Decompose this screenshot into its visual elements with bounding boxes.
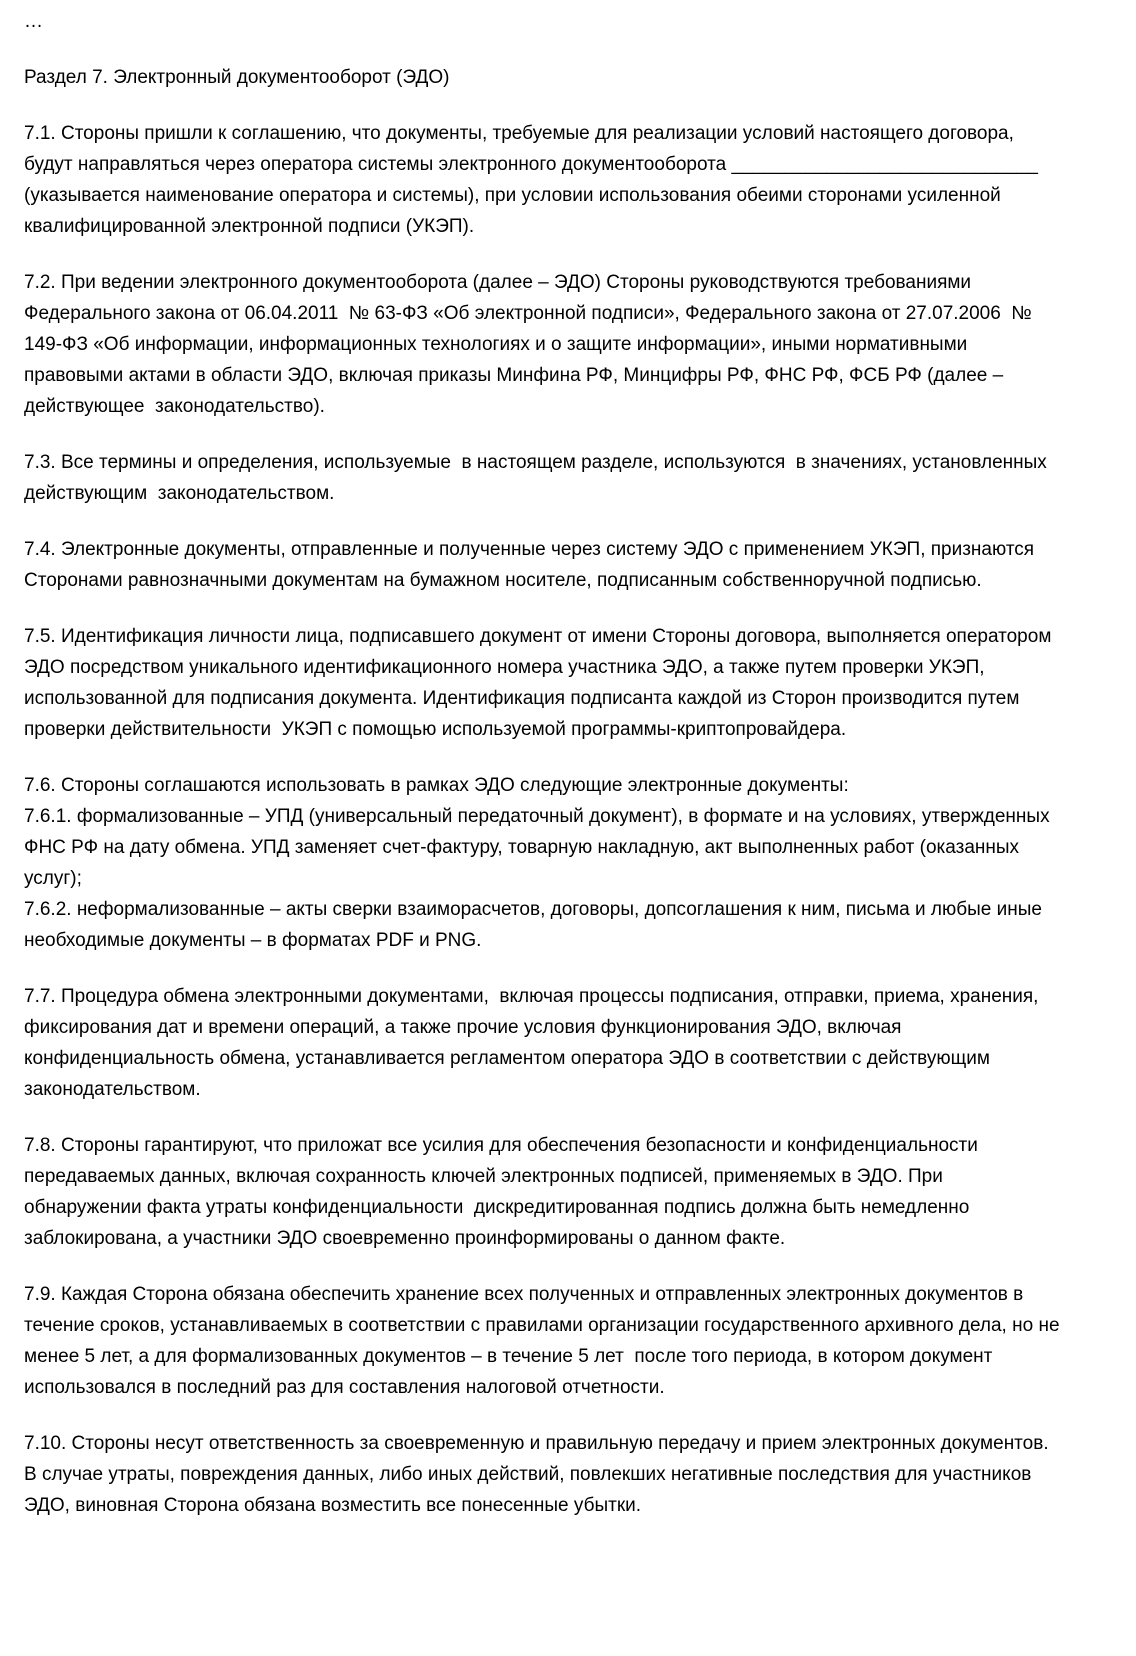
clause-7-10: 7.10. Стороны несут ответственность за своевременную и правильную передачу и прием электронных документов. В случае утраты, повреждения данных, либо иных действий, повлекших негативные последствия для участников ЭДО, виновная Сторона обязана возместить все понесенные убытки. <box>24 1433 1054 1516</box>
clause-7-6: 7.6. Стороны соглашаются использовать в рамках ЭДО следующие электронные документы: <box>24 775 849 796</box>
clause-7-2: 7.2. При ведении электронного документооборота (далее – ЭДО) Стороны руководствуются требованиями Федерального закона от 06.04.2011 № 63-ФЗ «Об электронной подписи», Федерального закона от 27.07.2006 № 149-ФЗ «Об информации, информационных технологиях и о защите информации», иными нормативными правовыми актами в области ЭДО, включая приказы Минфина РФ, Минцифры РФ, ФНС РФ, ФСБ РФ (далее – действующее законодательство). <box>24 272 1038 417</box>
section-heading: Раздел 7. Электронный документооборот (ЭДО) <box>24 67 450 88</box>
clause-7-6-1: 7.6.1. формализованные – УПД (универсальный передаточный документ), в формате и на условиях, утвержденных ФНС РФ на дату обмена. УПД заменяет счет-фактуру, товарную накладную, акт выполненных работ (оказанных услуг); <box>24 806 1055 889</box>
operator-name-blank-line: _____________________________ <box>731 154 1038 175</box>
clause-7-9: 7.9. Каждая Сторона обязана обеспечить хранение всех полученных и отправленных электронных документов в течение сроков, устанавливаемых в соответствии с правилами организации государственного архивного дела, но не менее 5 лет, а для формализованных документов – в течение 5 лет после того периода, в котором документ использовался в последний раз для составления налоговой отчетности. <box>24 1284 1065 1398</box>
clause-7-5: 7.5. Идентификация личности лица, подписавшего документ от имени Стороны договора, выполняется оператором ЭДО посредством уникального идентификационного номера участника ЭДО, а также путем проверки УКЭП, использованной для подписания документа. Идентификация подписанта каждой из Сторон производится путем проверки действительности УКЭП с помощью используемой программы-криптопровайдера. <box>24 626 1057 740</box>
clause-7-1-text-before-blank: 7.1. Стороны пришли к соглашению, что документы, требуемые для реализации условий настоящего договора, будут направляться через оператора системы электронного документооборота <box>24 123 1020 175</box>
clause-7-8: 7.8. Стороны гарантируют, что приложат все усилия для обеспечения безопасности и конфиденциальности передаваемых данных, включая сохранность ключей электронных подписей, применяемых в ЭДО. При обнаружении факта утраты конфиденциальности дискредитированная подпись должна быть немедленно заблокирована, а участники ЭДО своевременно проинформированы о данном факте. <box>24 1135 984 1249</box>
clause-7-1 <box>24 118 1060 242</box>
clause-7-3: 7.3. Все термины и определения, используемые в настоящем разделе, используются в значениях, установленных действующим законодательством. <box>24 452 1053 504</box>
continuation-ellipsis: … <box>24 11 44 32</box>
clause-7-6-2: 7.6.2. неформализованные – акты сверки взаиморасчетов, договоры, допсоглашения к ним, письма и любые иные необходимые документы – в форматах PDF и PNG. <box>24 899 1048 951</box>
clause-7-1-text-after-blank: (указывается наименование оператора и системы), при условии использования обеими сторонами усиленной квалифицированной электронной подписи (УКЭП). <box>24 185 1007 237</box>
clause-7-7: 7.7. Процедура обмена электронными документами, включая процессы подписания, отправки, приема, хранения, фиксирования дат и времени операций, а также прочие условия функционирования ЭДО, включая конфиденциальность обмена, устанавливается регламентом оператора ЭДО в соответствии с действующим законодательством. <box>24 986 1044 1100</box>
clause-7-4: 7.4. Электронные документы, отправленные и полученные через систему ЭДО с применением УКЭП, признаются Сторонами равнозначными документам на бумажном носителе, подписанным собственноручной подписью. <box>24 539 1040 591</box>
